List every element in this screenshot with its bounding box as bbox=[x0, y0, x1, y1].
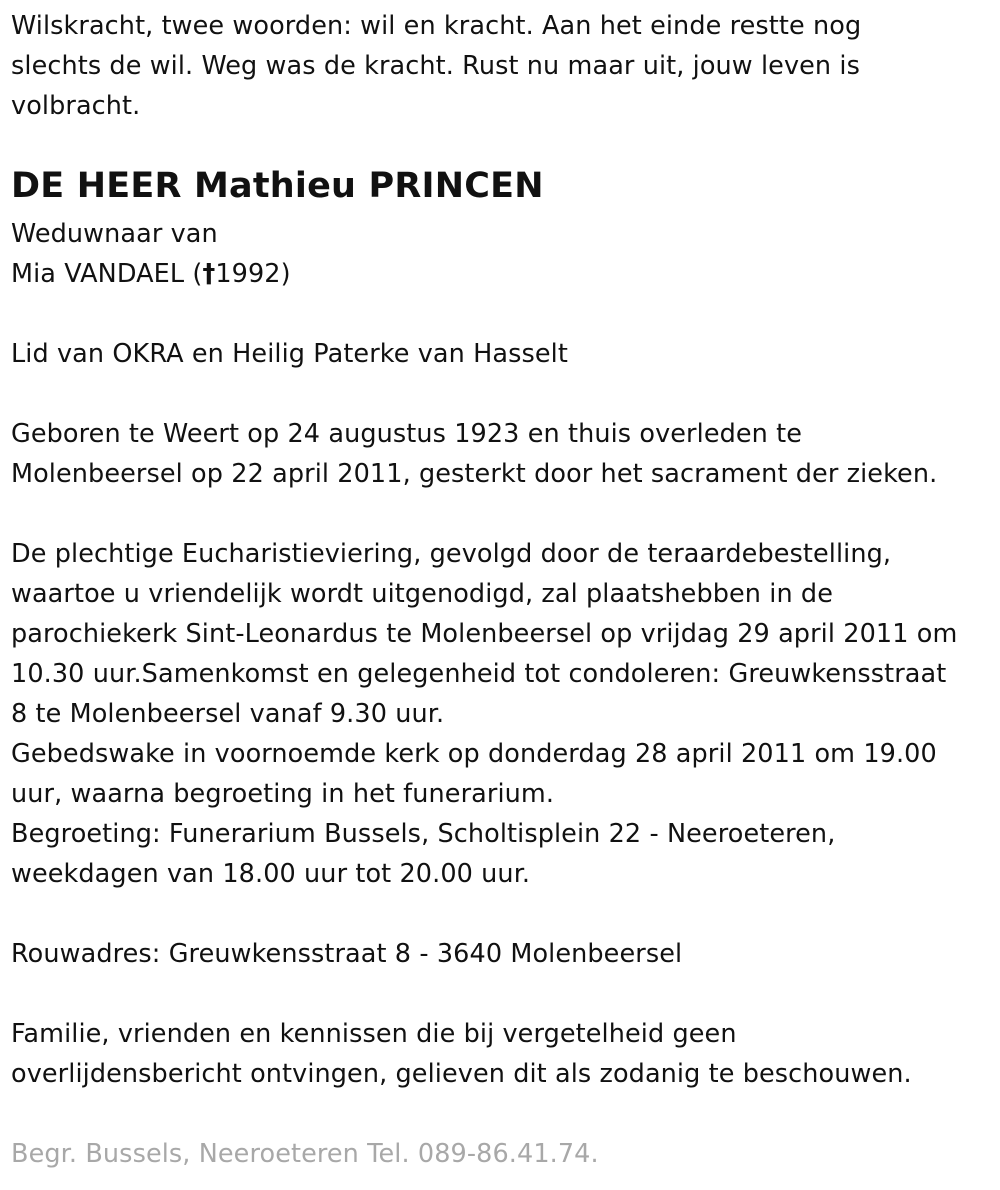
motto bbox=[11, 6, 991, 126]
ceremony-line: weekdagen van 18.00 uur tot 20.00 uur. bbox=[11, 859, 531, 889]
birth-death-info bbox=[11, 414, 991, 494]
ceremony-line: Gebedswake in voornoemde kerk op donderdag 28 april 2011 om 19.00 bbox=[11, 739, 937, 769]
notice-line: Familie, vrienden en kennissen die bij vergetelheid geen bbox=[11, 1019, 737, 1049]
mourning-address: Rouwadres: Greuwkensstraat 8 - 3640 Molenbeersel bbox=[11, 939, 683, 969]
spouse-info bbox=[11, 214, 991, 294]
notice-line: overlijdensbericht ontvingen, gelieven dit als zodanig te beschouwen. bbox=[11, 1059, 912, 1089]
ceremony-line: waartoe u vriendelijk wordt uitgenodigd, zal plaatshebben in de bbox=[11, 579, 834, 609]
ceremony-info bbox=[11, 534, 991, 894]
spouse-name-line bbox=[11, 254, 991, 294]
ceremony-line: Begroeting: Funerarium Bussels, Scholtisplein 22 - Neeroeteren, bbox=[11, 819, 836, 849]
cross-icon: † bbox=[202, 259, 216, 289]
ceremony-line: parochiekerk Sint-Leonardus te Molenbeersel op vrijdag 29 april 2011 om bbox=[11, 619, 958, 649]
funeral-home-footer: Begr. Bussels, Neeroeteren Tel. 089-86.41.74. bbox=[11, 1139, 599, 1169]
ceremony-line: uur, waarna begroeting in het funerarium. bbox=[11, 779, 555, 809]
notice bbox=[11, 1014, 991, 1094]
motto-line: slechts de wil. Weg was de kracht. Rust nu maar uit, jouw leven is bbox=[11, 51, 860, 81]
ceremony-line: 8 te Molenbeersel vanaf 9.30 uur. bbox=[11, 699, 445, 729]
motto-line: Wilskracht, twee woorden: wil en kracht. Aan het einde restte nog bbox=[11, 11, 862, 41]
obituary-notice bbox=[11, 6, 991, 1174]
spouse-name: Mia VANDAEL ( bbox=[11, 259, 203, 289]
membership: Lid van OKRA en Heilig Paterke van Hasselt bbox=[11, 339, 568, 369]
birth-death-line: Geboren te Weert op 24 augustus 1923 en thuis overleden te bbox=[11, 419, 803, 449]
ceremony-line: 10.30 uur.Samenkomst en gelegenheid tot condoleren: Greuwkensstraat bbox=[11, 659, 947, 689]
motto-line: volbracht. bbox=[11, 91, 141, 121]
deceased-name-heading: DE HEER Mathieu PRINCEN bbox=[11, 166, 544, 206]
spouse-death-year: 1992) bbox=[215, 259, 291, 289]
birth-death-line: Molenbeersel op 22 april 2011, gesterkt door het sacrament der zieken. bbox=[11, 459, 938, 489]
spouse-relation: Weduwnaar van bbox=[11, 219, 218, 249]
ceremony-line: De plechtige Eucharistieviering, gevolgd door de teraardebestelling, bbox=[11, 539, 892, 569]
